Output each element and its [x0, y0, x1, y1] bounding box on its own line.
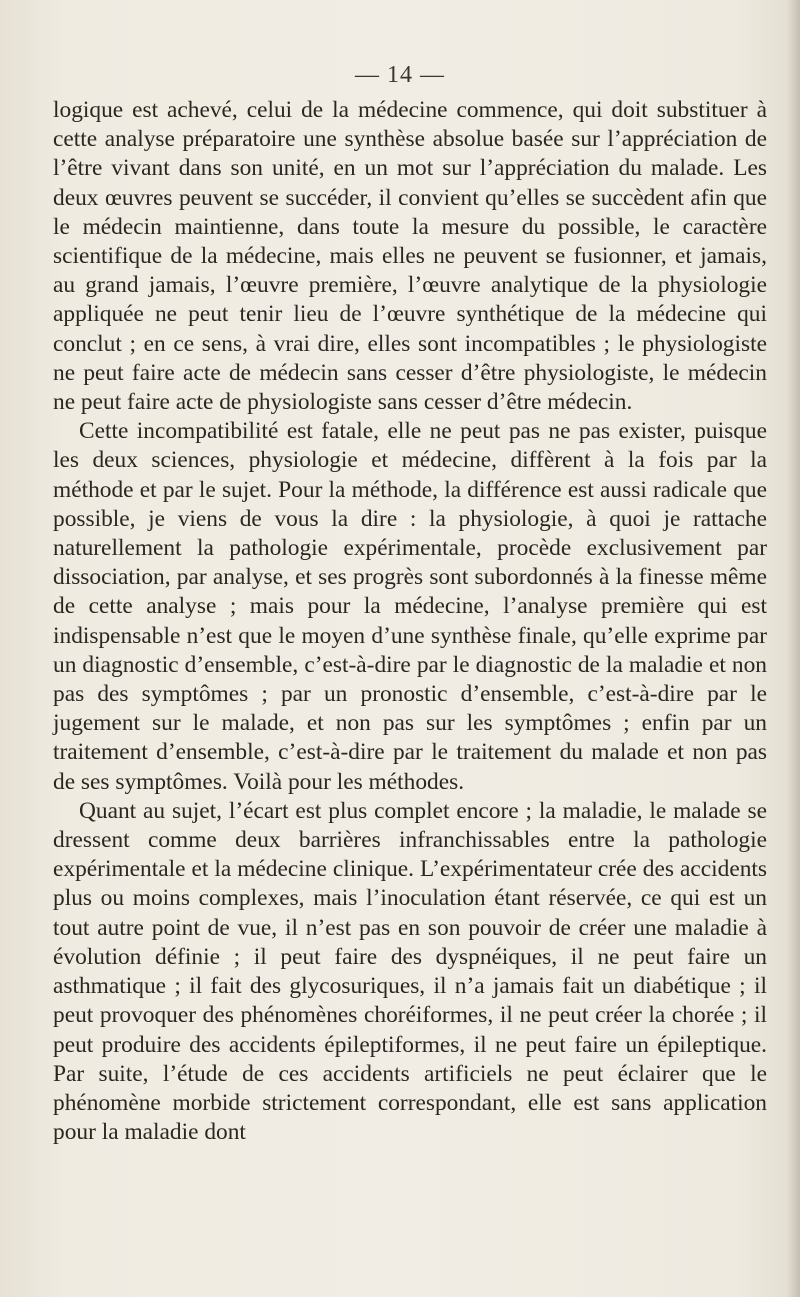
page-number: — 14 —: [355, 62, 445, 88]
paragraph-1: logique est achevé, celui de la médecine commence, qui doit substituer à cette analyse préparatoire une synthèse absolue basée sur l’appréciation de l’être vivant dans son unité, en un mot sur l’appréciation du malade. Les deux œuvres peuvent se succéder, il convient qu’elles se succèdent afin que le médecin maintienne, dans toute la mesure du possible, le caractère scientifique de la médecine, mais elles ne peuvent se fusionner, et jamais, au grand jamais, l’œuvre première, l’œuvre analytique de la physiologie appliquée ne peut tenir lieu de l’œuvre synthétique de la médecine qui conclut ; en ce sens, à vrai dire, elles sont incompatibles ; le physiologiste ne peut faire acte de médecin sans cesser d’être physiologiste, le médecin ne peut faire acte de physiologiste sans cesser d’être médecin.: [53, 97, 767, 416]
paragraph-2: Cette incompatibilité est fatale, elle ne peut pas ne pas exister, puisque les deux sciences, physiologie et médecine, diffèrent à la fois par la méthode et par le sujet. Pour la méthode, la différence est aussi radicale que possible, je viens de vous la dire : la physiologie, à quoi je rattache naturellement la pathologie expérimentale, procède exclusivement par dissociation, par analyse, et ses progrès sont subordonnés à la finesse même de cette analyse ; mais pour la médecine, l’analyse première qui est indispensable n’est que le moyen d’une synthèse finale, qu’elle exprime par un diagnostic d’ensemble, c’est-à-dire par le diagnostic de la maladie et non pas des symptômes ; par un pronostic d’ensemble, c’est-à-dire par le jugement sur le malade, et non pas sur les symptômes ; enfin par un traitement d’ensemble, c’est-à-dire par le traitement du malade et non pas de ses symptômes. Voilà pour les méthodes.: [53, 418, 767, 795]
page-edge-shadow: [786, 0, 800, 1297]
paragraph-3: Quant au sujet, l’écart est plus complet encore ; la maladie, le malade se dressent comme deux barrières infranchissables entre la pathologie expérimentale et la médecine clinique. L’expérimentateur crée des accidents plus ou moins complexes, mais l’inoculation étant réservée, ce qui est un tout autre point de vue, il n’est pas en son pouvoir de créer une maladie à évolution définie ; il peut faire des dyspnéiques, il ne peut faire un asthmatique ; il fait des glycosuriques, il n’a jamais fait un diabétique ; il peut provoquer des phénomènes choréiformes, il ne peut créer la chorée ; il peut produire des accidents épileptiformes, il ne peut faire un épileptique. Par suite, l’étude de ces accidents artificiels ne peut éclairer que le phénomène morbide strictement correspondant, elle est sans application pour la maladie dont: [53, 797, 767, 1146]
body-text: [53, 96, 767, 1147]
